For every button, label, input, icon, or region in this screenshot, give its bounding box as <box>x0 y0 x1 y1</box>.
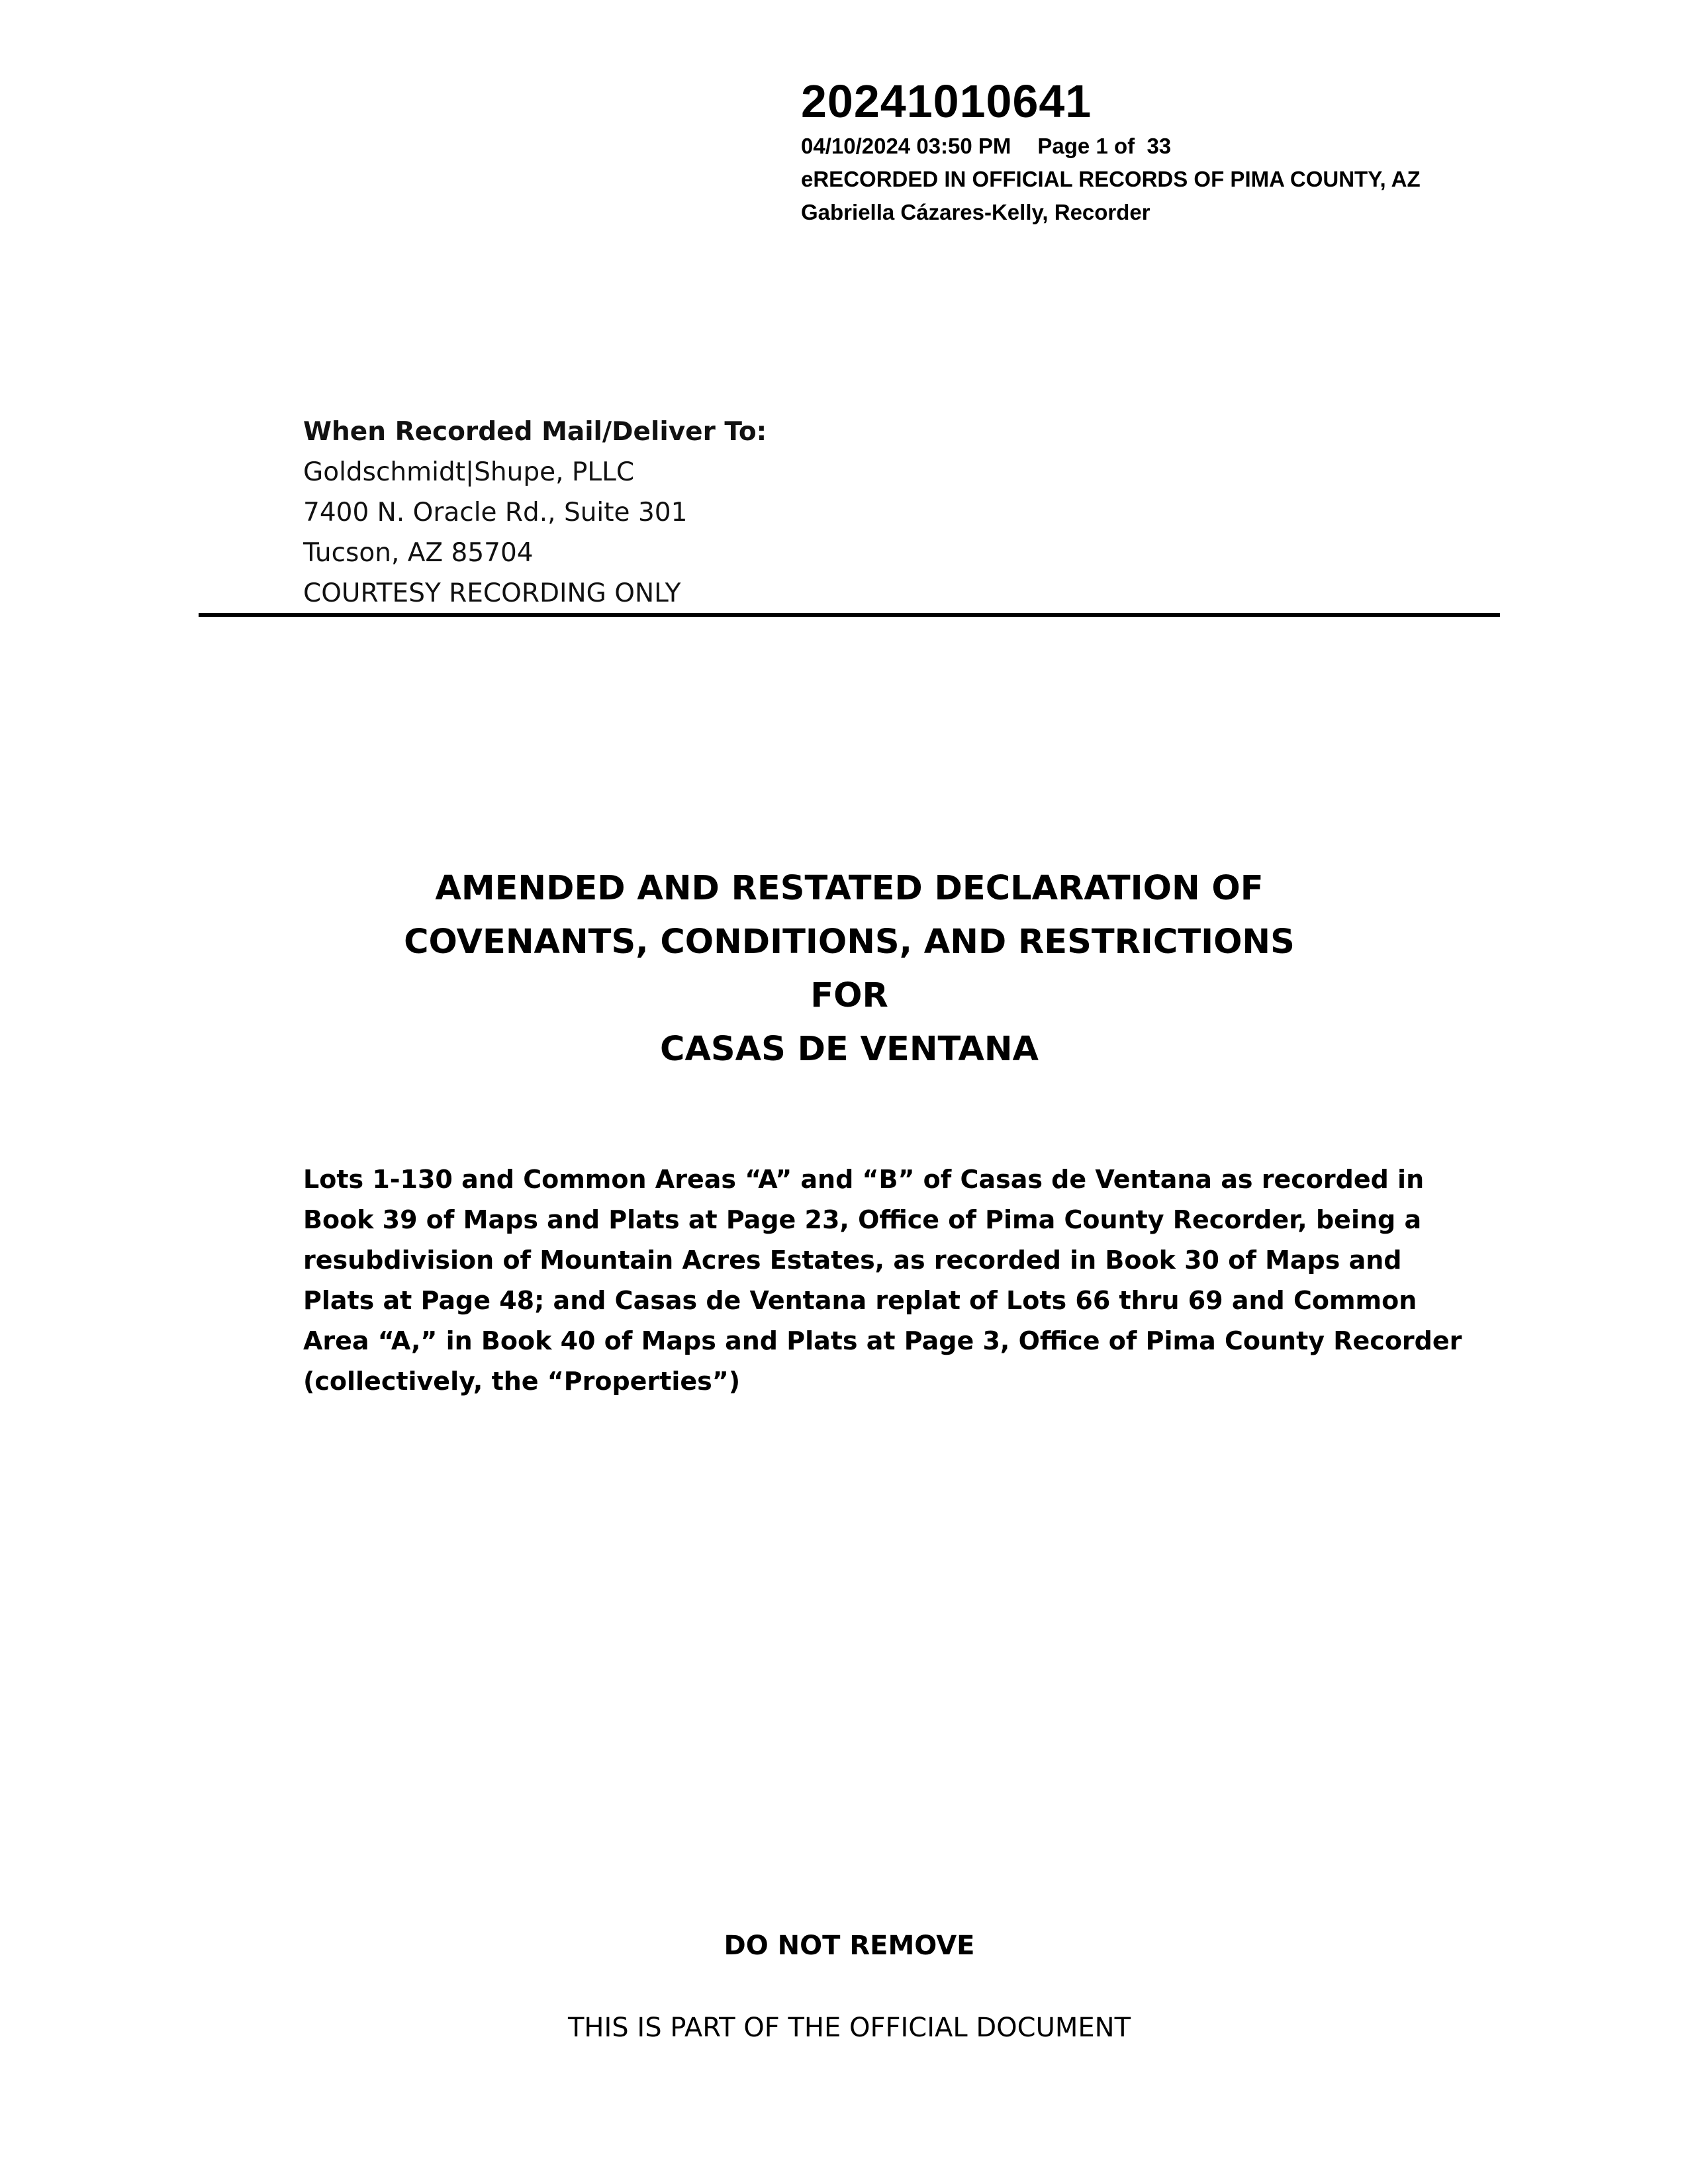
mail-to-line-city: Tucson, AZ 85704 <box>303 538 534 568</box>
recorder-name: Gabriella Cázares-Kelly, Recorder <box>801 200 1150 224</box>
legal-line-2: Book 39 of Maps and Plats at Page 23, Office of Pima County Recorder, being a <box>303 1205 1422 1234</box>
document-title <box>199 862 1500 1076</box>
footer-warning: DO NOT REMOVE <box>724 1931 975 1961</box>
recording-office: eRECORDED IN OFFICIAL RECORDS OF PIMA COUNTY, AZ <box>801 167 1421 191</box>
mail-to-block <box>303 412 767 614</box>
recording-date-time: 04/10/2024 03:50 PM <box>801 134 1011 158</box>
recording-date-page <box>801 130 1421 163</box>
legal-line-5: Area “A,” in Book 40 of Maps and Plats at Page 3, Office of Pima County Recorder <box>303 1326 1462 1355</box>
title-line-4: CASAS DE VENTANA <box>660 1030 1039 1069</box>
title-line-2: COVENANTS, CONDITIONS, AND RESTRICTIONS <box>404 923 1295 962</box>
legal-description <box>303 1160 1462 1402</box>
header-divider <box>199 613 1500 617</box>
recording-page-info: Page 1 of 33 <box>1037 134 1172 158</box>
mail-to-line-note: COURTESY RECORDING ONLY <box>303 578 681 608</box>
mail-to-heading: When Recorded Mail/Deliver To: <box>303 417 767 447</box>
mail-to-line-firm: Goldschmidt|Shupe, PLLC <box>303 457 635 487</box>
legal-line-6: (collectively, the “Properties”) <box>303 1367 741 1396</box>
legal-line-3: resubdivision of Mountain Acres Estates, as recorded in Book 30 of Maps and <box>303 1246 1402 1275</box>
recording-number: 20241010641 <box>801 75 1092 127</box>
recording-stamp <box>801 73 1421 229</box>
legal-line-1: Lots 1-130 and Common Areas “A” and “B” of Casas de Ventana as recorded in <box>303 1165 1425 1194</box>
legal-line-4: Plats at Page 48; and Casas de Ventana replat of Lots 66 thru 69 and Common <box>303 1286 1417 1315</box>
title-line-3: FOR <box>810 976 888 1015</box>
mail-to-line-street: 7400 N. Oracle Rd., Suite 301 <box>303 498 688 527</box>
footer-note: THIS IS PART OF THE OFFICIAL DOCUMENT <box>568 2013 1131 2043</box>
title-line-1: AMENDED AND RESTATED DECLARATION OF <box>435 869 1264 908</box>
